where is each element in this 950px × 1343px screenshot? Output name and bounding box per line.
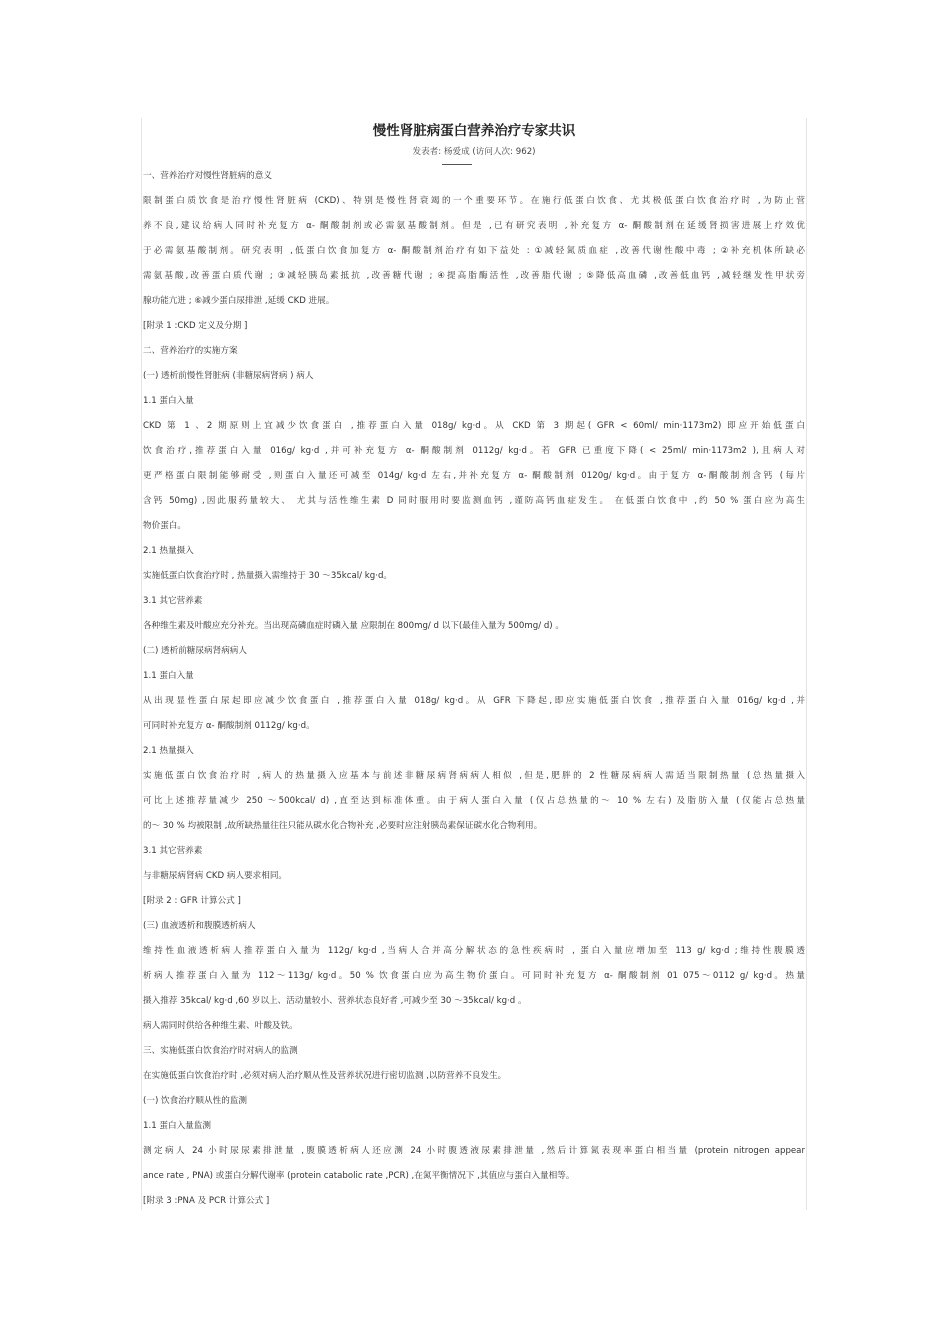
text-line: 实施低蛋白饮食治疗时 ,病人的热量摄入应基本与前述非糖尿病肾病病人相似 ,但是,肥胖的 2 性糖尿病病人需适当限制热量 (总热量摄入 [143,771,805,781]
text-line: 饮食治疗,推荐蛋白入量 016g/ kg·d ,并可补充复方 α- 酮酸制剂 0112g/ kg·d。若 GFR 已重度下降( < 25ml/ min·1173m2 ),且病人对 [143,446,805,456]
text-line: 可同时补充复方 α- 酮酸制剂 0112g/ kg·d。 [143,721,315,731]
text-line: 一、营养治疗对慢性肾脏病的意义 [143,171,272,181]
text-line: 析病人推荐蛋白入量为 112～113g/ kg·d。50 % 饮食蛋白应为高生物价蛋白。可同时补充复方 α- 酮酸制剂 01 075～0112 g/ kg·d。热量 [143,971,805,981]
text-line: 三、实施低蛋白饮食治疗时对病人的监测 [143,1046,298,1056]
text-line: 于必需氨基酸制剂。研究表明 ,低蛋白饮食加复方 α- 酮酸制剂治疗有如下益处 : ①减轻氮质血症 ,改善代谢性酸中毒 ; ②补充机体所缺必 [143,246,805,256]
text-line: 限制蛋白质饮食是治疗慢性肾脏病 (CKD)、特别是慢性肾衰竭的一个重要环节。在施行低蛋白饮食、尤其极低蛋白饮食治疗时 ,为防止营 [143,196,805,206]
text-line: 物价蛋白。 [143,521,186,531]
document-body [143,164,805,1214]
text-line: [附录 1 :CKD 定义及分期 ] [143,321,248,331]
text-line: 从出现显性蛋白尿起即应减少饮食蛋白 ,推荐蛋白入量 018g/ kg·d。从 GFR 下降起,即应实施低蛋白饮食 ,推荐蛋白入量 016g/ kg·d ,并 [143,696,805,706]
text-line: 1.1 蛋白入量 [143,671,194,681]
text-line: 2.1 热量摄入 [143,546,194,556]
text-line: 病人需同时供给各种维生素、叶酸及铁。 [143,1021,298,1031]
text-line: ance rate , PNA) 或蛋白分解代谢率 (protein catabolic rate ,PCR) ,在氮平衡情况下 ,其值应与蛋白入量相等。 [143,1171,575,1181]
text-line: 养不良,建议给病人同时补充复方 α- 酮酸制剂或必需氨基酸制剂。但是 ,已有研究表明 ,补充复方 α- 酮酸制剂在延缓肾损害进展上疗效优 [143,221,805,231]
document-title: 慢性肾脏病蛋白营养治疗专家共识 [372,123,576,139]
document-page [143,118,805,1214]
document-meta [143,144,805,164]
meta-visits: (访问人次: 962) [469,147,536,157]
text-line: (二) 透析前糖尿病肾病病人 [143,646,247,656]
text-line: 各种维生素及叶酸应充分补充。当出现高磷血症时磷入量 应限制在 800mg/ d 以下(最佳入量为 500mg/ d) 。 [143,621,564,631]
right-margin-rule [806,118,807,1210]
text-line: 3.1 其它营养素 [143,846,203,856]
text-line: [附录 3 :PNA 及 PCR 计算公式 ] [143,1196,270,1206]
text-line: (三) 血液透析和腹膜透析病人 [143,921,256,931]
text-line: 二、营养治疗的实施方案 [143,346,238,356]
text-line: 与非糖尿病肾病 CKD 病人要求相同。 [143,871,288,881]
left-margin-rule [141,118,142,1210]
meta-prefix: 发表者: [412,147,444,157]
text-line: 实施低蛋白饮食治疗时 , 热量摄入需维持于 30 ～35kcal/ kg·d。 [143,571,393,581]
text-line: 1.1 蛋白入量 [143,396,194,406]
text-line: CKD 第 1 、2 期原则上宜减少饮食蛋白 ,推荐蛋白入量 018g/ kg·d。从 CKD 第 3 期起( GFR < 60ml/ min·1173m2) 即应开始低蛋白 [143,421,805,431]
text-line: 需氨基酸,改善蛋白质代谢 ; ③减轻胰岛素抵抗 ,改善糖代谢 ; ④提高脂酶活性 ,改善脂代谢 ; ⑤降低高血磷 ,改善低血钙 ,减轻继发性甲状旁 [143,271,805,281]
text-line: [附录 2 : GFR 计算公式 ] [143,896,241,906]
text-line: 含钙 50mg) ,因此服药量较大、 尤其与活性维生素 D 同时服用时要监测血钙 ,谨防高钙血症发生。 在低蛋白饮食中 ,约 50 % 蛋白应为高生 [143,496,805,506]
text-line: 腺功能亢进 ; ⑥减少蛋白尿排泄 ,延缓 CKD 进展。 [143,296,335,306]
text-line: 的～ 30 % 均被限制 ,故所缺热量往往只能从碳水化合物补充 ,必要时应注射胰岛素保证碳水化合物利用。 [143,821,543,831]
author-link[interactable]: 杨爱成 [444,144,470,160]
text-line: 3.1 其它营养素 [143,596,203,606]
text-line: 摄入推荐 35kcal/ kg·d ,60 岁以上、活动量较小、营养状态良好者 ,可减少至 30 ～35kcal/ kg·d 。 [143,996,527,1006]
text-line: (一) 透析前慢性肾脏病 (非糖尿病肾病 ) 病人 [143,371,314,381]
text-line: 1.1 蛋白入量监测 [143,1121,211,1131]
text-line: 测定病人 24 小时尿尿素排泄量 ,腹膜透析病人还应测 24 小时腹透液尿素排泄量 ,然后计算氮表现率蛋白相当量 (protein nitrogen appear [143,1146,805,1156]
text-line: 更严格蛋白限制能够耐受 ,则蛋白入量还可减至 014g/ kg·d 左右,并补充复方 α- 酮酸制剂 0120g/ kg·d。由于复方 α-酮酸制剂含钙 (每片 [143,471,805,481]
text-line: 2.1 热量摄入 [143,746,194,756]
text-line: 可比上述推荐量减少 250 ～500kcal/ d) ,直至达到标准体重。由于病人蛋白入量 (仅占总热量的～ 10 % 左右) 及脂肪入量 (仅能占总热量 [143,796,805,806]
text-line: 在实施低蛋白饮食治疗时 ,必须对病人治疗顺从性及营养状况进行密切监测 ,以防营养不良发生。 [143,1071,507,1081]
text-line: (一) 饮食治疗顺从性的监测 [143,1096,247,1106]
text-line: 维持性血液透析病人推荐蛋白入量为 112g/ kg·d ,当病人合并高分解状态的急性疾病时 , 蛋白入量应增加至 113 g/ kg·d ;维持性腹膜透 [143,946,805,956]
